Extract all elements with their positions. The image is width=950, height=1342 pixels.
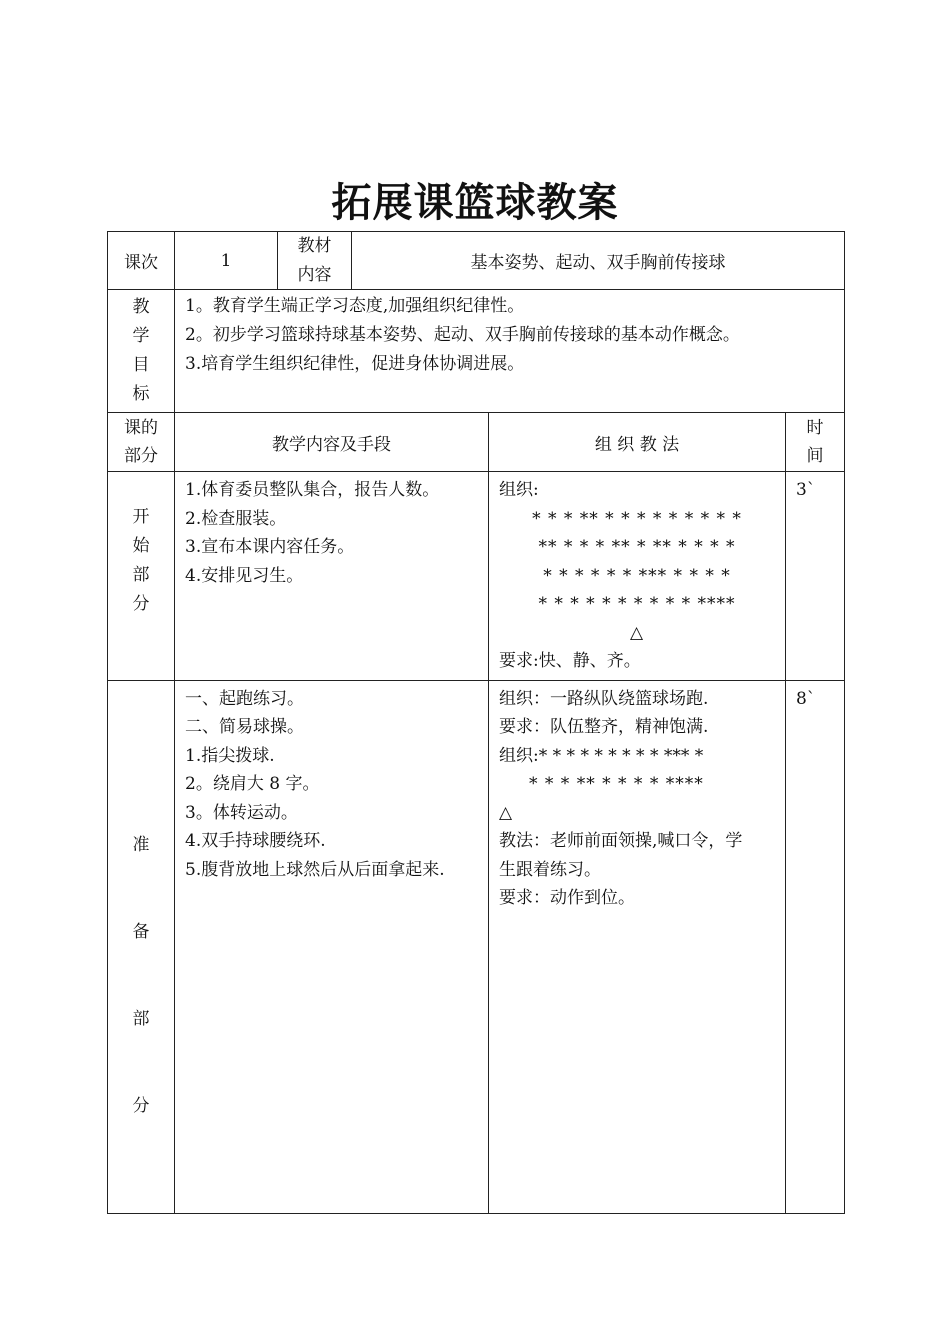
start-section-label (108, 472, 175, 681)
column-header-row (108, 413, 845, 472)
start-section-method (489, 472, 786, 681)
goals-label-char: 标 (132, 384, 150, 404)
method-line: 组织：一路纵队绕篮球场跑. (499, 688, 709, 709)
content-line: 2.检查服装。 (185, 508, 287, 529)
start-label-char: 部 (132, 565, 150, 586)
start-label-char: 开 (132, 507, 150, 528)
teacher-triangle-icon: △ (629, 622, 645, 643)
goal-item: 1。教育学生端正学习态度,加强组织纪律性。 (185, 296, 525, 316)
method-line: 要求：队伍整齐，精神饱满. (499, 717, 709, 737)
goals-label-char: 目 (132, 355, 150, 375)
method-line: 组织:* * * * * * * * * *** * (499, 745, 704, 766)
formation-row: * * * * * * * * * * **** (538, 594, 736, 614)
column-time-line-2: 间 (806, 446, 824, 466)
goals-label-char: 教 (132, 297, 150, 317)
goals-label (108, 290, 175, 413)
content-line: 1.体育委员整队集合，报告人数。 (185, 480, 440, 500)
content-line: 二、简易球操。 (185, 717, 304, 737)
formation-row: * * * * * * *** * * * * (543, 565, 731, 586)
formation-row: * * * ** * * * * * * * * * (532, 508, 742, 529)
content-line: 1.指尖拨球. (185, 745, 275, 766)
material-label-line-2: 内容 (297, 264, 332, 285)
content-line: 3.宣布本课内容任务。 (185, 537, 355, 557)
method-line: 教法：老师前面领操,喊口令，学 (499, 831, 743, 851)
start-section-row (108, 472, 845, 681)
goals-row (108, 290, 845, 413)
goals-content (175, 290, 845, 413)
start-label-char: 始 (132, 536, 150, 557)
prep-label-char: 备 (132, 921, 150, 942)
goal-item: 2。初步学习篮球持球基本姿势、起动、双手胸前传接球的基本动作概念。 (185, 325, 740, 345)
page-title: 拓展课篮球教案 (331, 180, 619, 226)
lesson-plan-table (107, 231, 845, 1214)
material-content: 基本姿势、起动、双手胸前传接球 (352, 232, 845, 290)
column-time-line-1: 时 (806, 417, 824, 438)
column-part (108, 413, 175, 472)
prep-section-label (108, 680, 175, 1213)
method-line: 生跟着练习。 (499, 859, 601, 880)
material-label-line-1: 教材 (297, 236, 332, 256)
content-line: 一、起跑练习。 (185, 688, 304, 709)
column-part-line-2: 部分 (124, 446, 158, 466)
column-content: 教学内容及手段 (175, 413, 489, 472)
start-section-time: 3` (786, 472, 845, 681)
prep-section-time: 8` (786, 680, 845, 1213)
start-label-char: 分 (132, 594, 150, 615)
goals-label-char: 学 (132, 326, 150, 346)
content-line: 2。绕肩大 8 字。 (185, 774, 320, 794)
method-line: 要求：动作到位。 (499, 888, 635, 908)
prep-section-content (175, 680, 489, 1213)
header-row (108, 232, 845, 290)
organization-label: 组织: (499, 480, 539, 500)
lesson-label: 课次 (108, 232, 175, 290)
column-time (786, 413, 845, 472)
content-line: 3。体转运动。 (185, 802, 298, 823)
prep-label-char: 分 (132, 1095, 150, 1116)
column-method: 组 织 教 法 (489, 413, 786, 472)
content-line: 4.双手持球腰绕环. (185, 831, 326, 851)
formation-row: ** * * * ** * ** * * * * (538, 537, 736, 557)
content-line: 5.腹背放地上球然后从后面拿起来. (185, 859, 445, 880)
lesson-number: 1 (175, 232, 278, 290)
goal-item: 3.培育学生组织纪律性，促进身体协调进展。 (185, 354, 525, 374)
prep-label-char: 部 (132, 1008, 150, 1029)
prep-label-char: 准 (132, 834, 150, 855)
prep-section-row (108, 680, 845, 1213)
formation-row: * * * ** * * * * **** (529, 774, 704, 794)
prep-section-method (489, 680, 786, 1213)
start-section-content (175, 472, 489, 681)
teacher-triangle-icon: △ (499, 802, 513, 823)
material-label (278, 232, 352, 290)
requirement-text: 要求:快、静、齐。 (499, 651, 641, 671)
content-line: 4.安排见习生。 (185, 565, 304, 586)
column-part-line-1: 课的 (124, 417, 158, 438)
